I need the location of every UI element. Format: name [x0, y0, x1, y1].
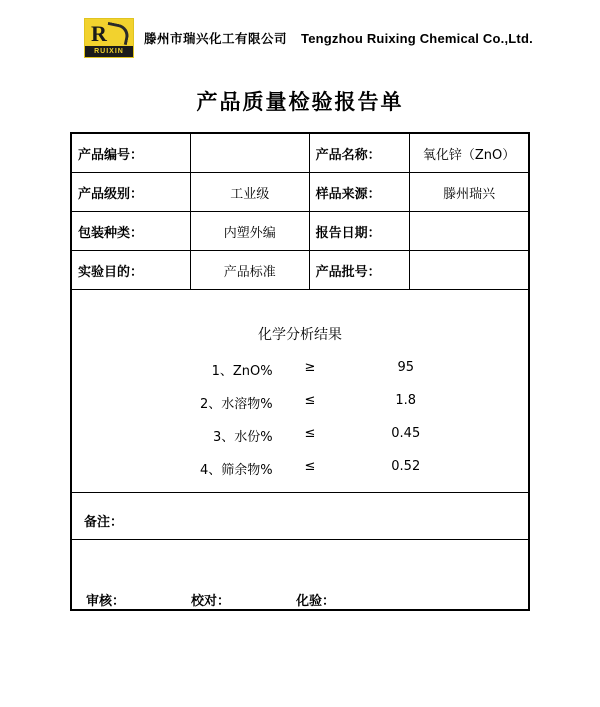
analysis-rows	[72, 360, 528, 478]
analysis-item-operator: ≤	[304, 426, 316, 441]
analysis-item-operator: ≤	[304, 393, 316, 408]
analysis-item-value: 0.52	[391, 459, 421, 474]
report-table	[70, 132, 530, 611]
field-value-packaging: 内塑外编	[190, 212, 309, 251]
table-row	[72, 173, 529, 212]
field-label-packaging: 包装种类：	[72, 212, 191, 251]
signature-line	[72, 540, 528, 609]
analysis-item-value: 1.8	[395, 393, 417, 408]
analysis-item-name: 3、水份%	[213, 430, 273, 445]
analysis-item-operator: ≥	[304, 360, 316, 375]
analysis-item-value: 95	[397, 360, 415, 375]
signature-assay-label: 化验：	[296, 594, 336, 609]
analysis-item-operator: ≤	[304, 459, 316, 474]
field-value-product-code	[190, 134, 309, 173]
signature-review-label: 审核：	[86, 594, 126, 609]
analysis-row	[72, 459, 528, 478]
field-label-test-purpose: 实验目的：	[72, 251, 191, 290]
field-label-batch-number: 产品批号：	[309, 251, 410, 290]
signature-section	[72, 540, 529, 610]
field-value-test-purpose: 产品标准	[190, 251, 309, 290]
field-value-batch-number	[410, 251, 529, 290]
table-row	[72, 212, 529, 251]
analysis-item-value: 0.45	[391, 426, 421, 441]
field-label-report-date: 报告日期：	[309, 212, 410, 251]
field-label-product-grade: 产品级别：	[72, 173, 191, 212]
analysis-item-name: 4、筛余物%	[200, 463, 273, 478]
signature-proofread-label: 校对：	[191, 594, 231, 609]
signature-row	[72, 540, 529, 610]
company-name-en: Tengzhou Ruixing Chemical Co.,Ltd.	[301, 30, 533, 46]
analysis-row	[72, 393, 528, 412]
analysis-item-name: 1、ZnO%	[211, 364, 273, 379]
field-value-product-name: 氧化锌（ZnO）	[410, 134, 529, 173]
analysis-section-row	[72, 290, 529, 493]
company-logo	[84, 18, 134, 58]
analysis-title: 化学分析结果	[258, 327, 342, 343]
field-label-sample-source: 样品来源：	[309, 173, 410, 212]
remarks-label: 备注：	[72, 493, 529, 540]
analysis-section	[72, 290, 529, 493]
field-label-product-name: 产品名称：	[309, 134, 410, 173]
company-name-cn: 滕州市瑞兴化工有限公司	[144, 31, 288, 46]
page-title: 产品质量检验报告单	[196, 90, 404, 114]
table-row	[72, 251, 529, 290]
analysis-row	[72, 426, 528, 445]
table-row	[72, 134, 529, 173]
field-value-report-date	[410, 212, 529, 251]
field-value-sample-source: 滕州瑞兴	[410, 173, 529, 212]
logo-banner-text: RUIXIN	[85, 46, 133, 57]
logo-swoosh-icon	[104, 22, 130, 45]
field-value-product-grade: 工业级	[190, 173, 309, 212]
logo-letter: R	[91, 21, 107, 46]
document-header	[0, 0, 600, 64]
analysis-row	[72, 360, 528, 379]
remarks-row	[72, 493, 529, 540]
analysis-item-name: 2、水溶物%	[200, 397, 273, 412]
field-label-product-code: 产品编号：	[72, 134, 191, 173]
